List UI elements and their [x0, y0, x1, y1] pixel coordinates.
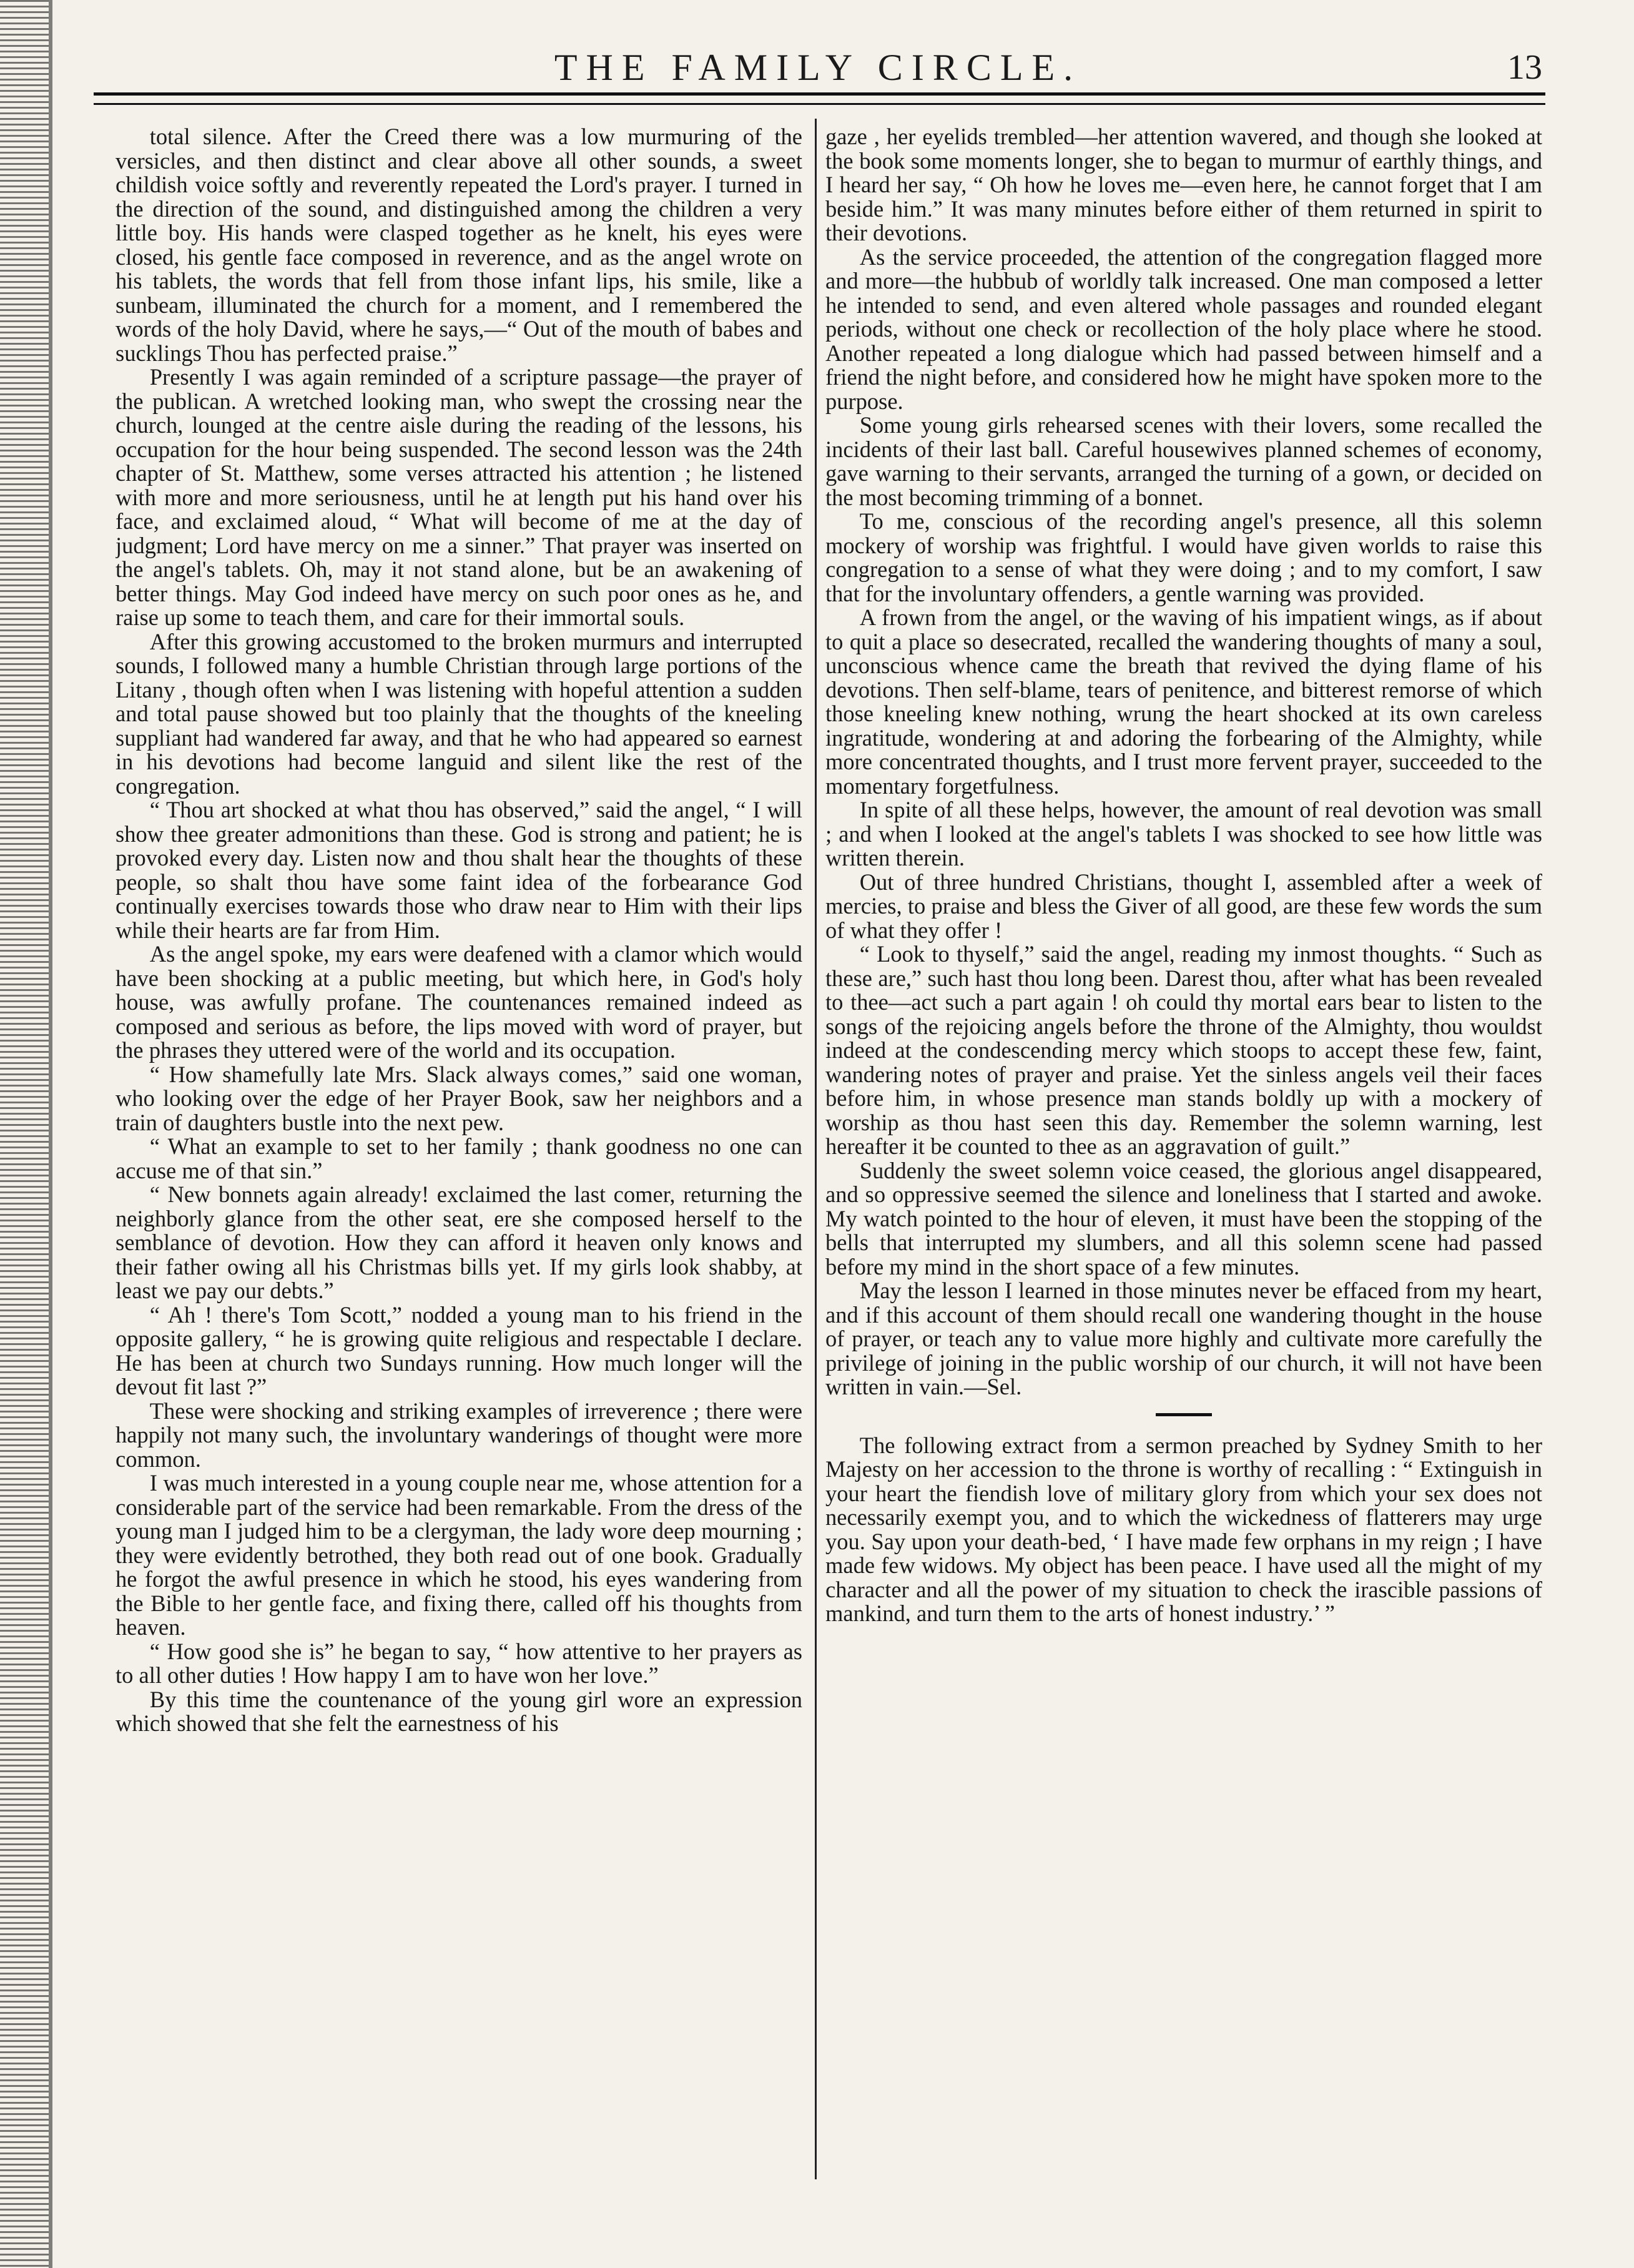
- paragraph: May the lesson I learned in those minutes never be effaced from my heart, and if this account of them should recall one wandering thought in the house of prayer, or teach any to value more highly and cultivate more carefully the privilege of joining in the public worship of our church, it will not have been written in vain.—Sel.: [825, 1278, 1542, 1399]
- paragraph: By this time the countenance of the young girl wore an expression which showed that she felt the earnestness of his: [116, 1686, 802, 1736]
- paragraph: “ How good she is” he began to say, “ how attentive to her prayers as to all other duties ! How happy I am to have won her love.”: [116, 1638, 802, 1688]
- paragraph: As the angel spoke, my ears were deafened with a clamor which would have been shocking at a public meeting, but which here, in God's holy house, was awfully profane. The countenances remained indeed as composed and serious as before, the lips moved with word of prayer, but the phrases they uttered were of the world and its occupation.: [116, 941, 802, 1063]
- page-title: THE FAMILY CIRCLE.: [554, 47, 1082, 88]
- paragraph: total silence. After the Creed there was a low murmuring of the versicles, and then distinct and clear above all other sounds, a sweet childish voice softly and reverently repeated the Lord's prayer. I turned in the direction of the sound, and distinguished among the children a very little boy. His hands were clasped together as he knelt, his eyes were closed, his gentle face composed in reverence, and as the angel wrote on his tablets, the words that fell from those infant lips, his smile, like a sunbeam, illuminated the church for a moment, and I remembered the words of the holy David, where he says,—“ Out of the mouth of babes and sucklings Thou has perfected praise.”: [116, 125, 802, 366]
- right-column: [825, 125, 1542, 2223]
- paragraph: “ Ah ! there's Tom Scott,” nodded a young man to his friend in the opposite gallery, “ he is growing quite religious and respectable I declare. He has been at church two Sundays running. How much longer will the devout fit last ?”: [116, 1301, 802, 1399]
- paragraph: A frown from the angel, or the waving of his impatient wings, as if about to quit a place so desecrated, recalled the wandering thoughts of many a soul, unconscious whence came the breath that revived the dying flame of his devotions. Then self-blame, tears of penitence, and bitterest remorse of which those kneeling knew nothing, wrung the heart shocked at its own careless ingratitude, wondering at and adoring the forbearing of the Almighty, while more concentrated thoughts, and I trust more fervent prayer, succeeded to the momentary forgetfulness.: [825, 604, 1542, 799]
- paragraph: After this growing accustomed to the broken murmurs and interrupted sounds, I followed many a humble Christian through large portions of the Litany , though often when I was listening with hopeful attention a sudden and total pause showed but too plainly that the thoughts of the kneeling suppliant had wandered far away, and that he who had appeared so earnest in his devotions had become languid and silent like the rest of the congregation.: [116, 628, 802, 799]
- header-rule: [94, 92, 1545, 105]
- paragraph: Out of three hundred Christians, thought I, assembled after a week of mercies, to praise and bless the Giver of all good, are these few words the sum of what they offer !: [825, 869, 1542, 943]
- column-rule: [815, 119, 817, 2179]
- paragraph: The following extract from a sermon preached by Sydney Smith to her Majesty on her accession to the throne is worthy of recalling : “ Extinguish in your heart the fiendish love of military glory from which your sex does not necessarily exempt you, and to which the wickedness of flatterers may urge you. Say upon your death-bed, ‘ I have made few orphans in my reign ; I have made few widows. My object has been peace. I have used all the might of my character and all the power of my situation to check the irascible passions of mankind, and turn them to the arts of honest industry.’ ”: [825, 1432, 1542, 1626]
- paragraph: Suddenly the sweet solemn voice ceased, the glorious angel disappeared, and so oppressive seemed the silence and loneliness that I started and awoke. My watch pointed to the hour of eleven, it must have been the stopping of the bells that interrupted my slumbers, and all this solemn scene had passed before my mind in the short space of a few minutes.: [825, 1157, 1542, 1279]
- paragraph: To me, conscious of the recording angel's presence, all this solemn mockery of worship was frightful. I would have given worlds to raise this congregation to a sense of what they were doing ; and to my comfort, I saw that for the involuntary offenders, a gentle warning was provided.: [825, 508, 1542, 606]
- paragraph: These were shocking and striking examples of irreverence ; there were happily not many such, the involuntary wanderings of thought were more common.: [116, 1398, 802, 1472]
- paragraph: Some young girls rehearsed scenes with their lovers, some recalled the incidents of their last ball. Careful housewives planned schemes of economy, gave warning to their servants, arranged the turning of a gown, or decided on the most becoming trimming of a bonnet.: [825, 412, 1542, 510]
- paragraph: I was much interested in a young couple near me, whose attention for a considerable part of the service had been remarkable. From the dress of the young man I judged him to be a clergyman, the lady wore deep mourning ; they were evidently betrothed, they both read out of one book. Gradually he forgot the awful presence in which he stood, his eyes wandering from the Bible to her gentle face, and fixing there, called off his thoughts from heaven.: [116, 1470, 802, 1640]
- page-number: 13: [1507, 48, 1542, 87]
- binding-edge: [0, 0, 50, 2268]
- paragraph: “ How shamefully late Mrs. Slack always comes,” said one woman, who looking over the edge of her Prayer Book, saw her neighbors and a train of daughters bustle into the next pew.: [116, 1061, 802, 1135]
- section-divider: [1156, 1413, 1212, 1416]
- paragraph: “ Thou art shocked at what thou has observed,” said the angel, “ I will show thee greater admonitions than these. God is strong and patient; he is provoked every day. Listen now and thou shalt hear the thoughts of these people, so shalt thou have some faint idea of the forbearance God continually exercises towards those who draw near to Him with their lips while their hearts are far from Him.: [116, 797, 802, 943]
- paragraph: “ Look to thyself,” said the angel, reading my inmost thoughts. “ Such as these are,” such hast thou long been. Darest thou, after what has been revealed to thee—act such a part again ! oh could thy mortal ears bear to listen to the songs of the rejoicing angels before the throne of the Almighty, thou wouldst indeed at the condescending mercy which stoops to accept these few, faint, wandering notes of prayer and praise. Yet the sinless angels veil their faces before him, in whose presence man stands boldly up with a mockery of worship as thou hast seen this day. Remember the solemn warning, lest hereafter it be counted to thee as an aggravation of guilt.”: [825, 941, 1542, 1159]
- paragraph: Presently I was again reminded of a scripture passage—the prayer of the publican. A wretched looking man, who swept the crossing near the church, lounged at the centre aisle during the reading of the lessons, his occupation for the hour being suspended. The second lesson was the 24th chapter of St. Matthew, some verses attracted his attention ; he listened with more and more seriousness, until he at length put his hand over his face, and exclaimed aloud, “ What will become of me at the day of judgment; Lord have mercy on me a sinner.” That prayer was inserted on the angel's tablets. Oh, may it not stand alone, but be an awakening of better things. May God indeed have mercy on such poor ones as he, and raise up some to teach them, and care for their immortal souls.: [116, 364, 802, 630]
- paragraph: As the service proceeded, the attention of the congregation flagged more and more—the hubbub of worldly talk increased. One man composed a letter he intended to send, and even altered whole passages and rounded elegant periods, without one check or recollection of the holy place where he stood. Another repeated a long dialogue which had passed between himself and a friend the night before, and considered how he might have spoken more to the purpose.: [825, 244, 1542, 414]
- paragraph: In spite of all these helps, however, the amount of real devotion was small ; and when I looked at the angel's tablets I was shocked to see how little was written therein.: [825, 797, 1542, 870]
- paragraph: “ New bonnets again already! exclaimed the last comer, returning the neighborly glance from the other seat, ere she composed herself to the semblance of devotion. How they can afford it heaven only knows and their father owing all his Christmas bills yet. If my girls look shabby, at least we pay our debts.”: [116, 1181, 802, 1303]
- paragraph: gaze , her eyelids trembled—her attention wavered, and though she looked at the book some moments longer, she to began to murmur of earthly things, and I heard her say, “ Oh how he loves me—even here, he cannot forget that I am beside him.” It was many minutes before either of them returned in spirit to their devotions.: [825, 125, 1542, 245]
- paragraph: “ What an example to set to her family ; thank goodness no one can accuse me of that sin.”: [116, 1133, 802, 1183]
- left-column: [116, 125, 802, 2223]
